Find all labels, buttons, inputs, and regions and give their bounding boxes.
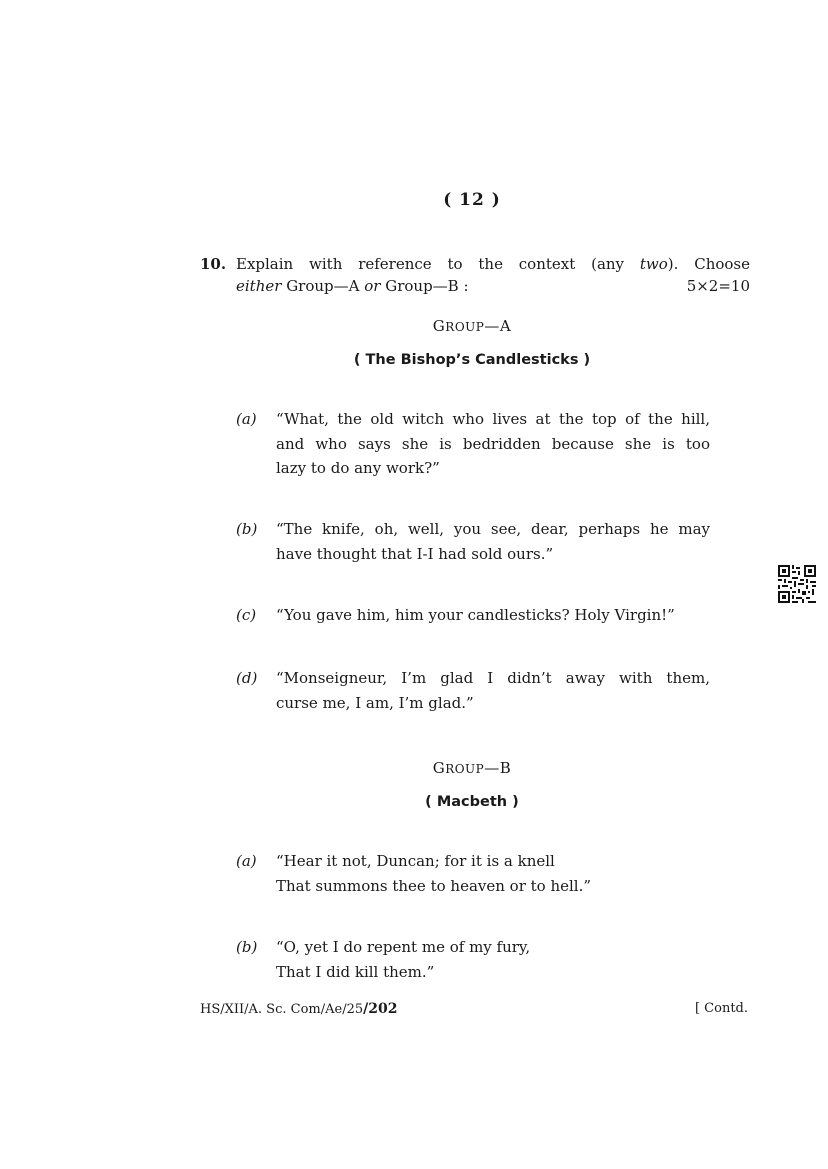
item-line: “Monseigneur, I’m glad I didn’t away with them, (276, 669, 710, 687)
item-line: have thought that I-I had sold ours.” (276, 544, 554, 563)
group-b-heading (0, 759, 828, 777)
heading-suffix: —A (484, 317, 512, 335)
item-line: lazy to do any work?” (276, 459, 440, 477)
instruction-line-1 (236, 253, 750, 275)
item-text (276, 849, 710, 898)
item-line: “You gave him, him your candlesticks? Holy Virgin!” (276, 606, 675, 624)
item-text (276, 603, 710, 628)
item-label: (c) (236, 606, 257, 624)
instruction-text: ). Choose (667, 255, 750, 273)
qr-code-icon (778, 565, 816, 603)
instruction-text: Group—B : (380, 277, 469, 295)
question-instruction (236, 253, 750, 297)
instruction-emphasis: two (639, 255, 668, 273)
item-line: curse me, I am, I’m glad.” (276, 693, 474, 712)
item-label: (b) (236, 938, 258, 956)
item-label: (d) (236, 669, 258, 687)
item-line: “What, the old witch who lives at the top of the hill, (276, 410, 710, 428)
instruction-line-2 (236, 275, 750, 297)
instruction-emphasis: either (236, 277, 282, 295)
group-b-title: ( Macbeth ) (425, 794, 519, 810)
item-text (276, 517, 710, 566)
instruction-emphasis: or (364, 277, 381, 295)
group-a-title: ( The Bishop’s Candlesticks ) (353, 352, 591, 368)
heading-suffix: —B (484, 759, 512, 777)
heading-smallcaps: ROUP (445, 320, 485, 334)
item-line: “Hear it not, Duncan; for it is a knell (276, 852, 555, 870)
item-line: That summons thee to heaven or to hell.” (276, 876, 592, 895)
item-line: “The knife, oh, well, you see, dear, perhaps he may (276, 520, 710, 538)
heading-initial: G (432, 317, 446, 335)
paper-code-number: /202 (363, 1001, 398, 1017)
item-label: (b) (236, 520, 258, 538)
instruction-text: Group—A (281, 277, 365, 295)
item-text (276, 935, 710, 984)
instruction-text: Explain with reference to the context (any (236, 255, 640, 273)
continued-note: [ Contd. (694, 1001, 748, 1016)
item-line: “O, yet I do repent me of my fury, (276, 938, 531, 956)
item-label: (a) (236, 410, 257, 428)
paper-code (200, 1001, 397, 1017)
question-number: 10. (200, 255, 227, 273)
item-text (276, 666, 710, 715)
item-text (276, 407, 710, 481)
paper-code-prefix: HS/XII/A. Sc. Com/Ae/25 (200, 1002, 364, 1017)
marks: 5×2=10 (686, 277, 750, 295)
page-number: ( 12 ) (443, 190, 501, 210)
item-label: (a) (236, 852, 257, 870)
group-a-heading (0, 317, 828, 335)
heading-initial: G (432, 759, 446, 777)
heading-smallcaps: ROUP (445, 762, 485, 776)
item-line: and who says she is bedridden because she is too (276, 434, 710, 453)
item-line: That I did kill them.” (276, 962, 435, 981)
